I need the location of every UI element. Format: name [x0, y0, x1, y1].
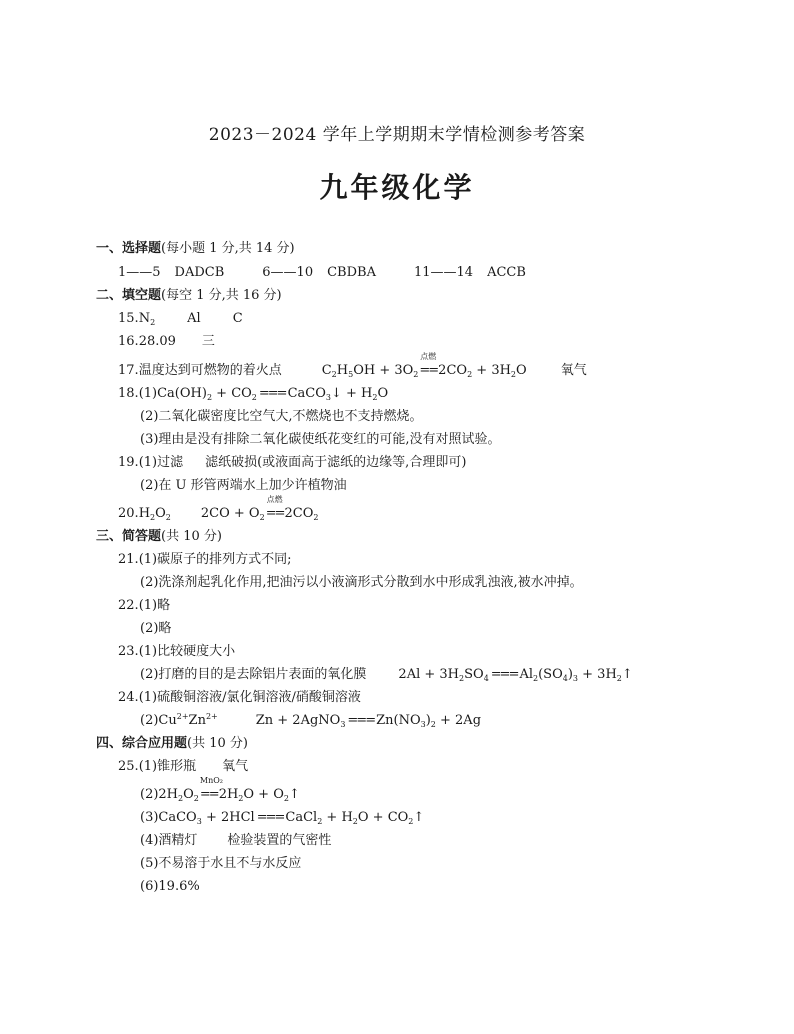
subscript: 2	[206, 393, 213, 402]
section-label: 一、选择题	[96, 241, 162, 256]
reaction-condition	[419, 352, 438, 380]
range-11-14: 11——14	[413, 265, 474, 280]
question-25-part-4	[140, 832, 331, 850]
formula-part: (2)2H	[140, 787, 179, 802]
formula-part: (1)Ca(OH)	[138, 386, 207, 401]
answer-row-choice	[118, 264, 526, 282]
answer-text: Al	[187, 311, 201, 326]
formula-part: O + CO	[357, 810, 409, 825]
formula-part: )	[567, 667, 573, 682]
question-22-part-2: (2)略	[140, 621, 172, 636]
subscript: 2	[331, 370, 337, 379]
section-label: 三、简答题	[96, 529, 162, 544]
section-heading-comprehensive	[96, 735, 248, 753]
question-number: 23.	[118, 644, 139, 659]
answer-text: (1)比较硬度大小	[138, 644, 236, 659]
section-note: (每空 1 分,共 16 分)	[161, 288, 282, 303]
subscript: 2	[408, 817, 414, 826]
answer-text: (1)硫酸铜溶液/氯化铜溶液/硝酸铜溶液	[138, 690, 361, 705]
subscript: 2	[430, 720, 436, 729]
formula-part: O	[183, 787, 194, 802]
subscript: 3	[420, 720, 426, 729]
equals-sign: ===	[490, 667, 518, 682]
question-25-part-5: (5)不易溶于水且不与水反应	[140, 856, 302, 871]
question-18-part-3: (3)理由是没有排除二氧化碳使纸花变红的可能,没有对照试验。	[140, 432, 501, 447]
question-18-part-2: (2)二氧化碳密度比空气大,不燃烧也不支持燃烧。	[140, 409, 423, 424]
question-22	[118, 597, 170, 615]
equals-sign: ===	[347, 713, 375, 728]
question-number: 24.	[118, 690, 139, 705]
answer-text: Zn	[188, 713, 206, 728]
question-18	[118, 385, 388, 403]
superscript: 2+	[205, 712, 218, 721]
subscript: 2	[467, 370, 473, 379]
subscript: 2	[317, 817, 323, 826]
formula-part: SO	[464, 667, 484, 682]
answer-text: 三	[201, 334, 215, 349]
question-25-part-6: (6)19.6%	[140, 879, 200, 894]
subscript: 3	[340, 720, 346, 729]
formula-part: CaCO	[287, 386, 326, 401]
question-20	[118, 495, 319, 523]
condition-label: 点燃	[420, 352, 437, 361]
answer-text: (1)碳原子的排列方式不同;	[138, 552, 292, 567]
subscript: 3	[325, 393, 331, 402]
question-21	[118, 551, 291, 569]
question-16	[118, 333, 215, 351]
subscript: 3	[572, 674, 579, 683]
range-6-10: 6——10	[262, 265, 314, 280]
formula-part: 2Al + 3H	[398, 667, 460, 682]
subscript: 2	[178, 794, 184, 803]
superscript: 2+	[176, 712, 189, 721]
answers-6-10: CBDBA	[327, 265, 376, 280]
formula-part: + 3H	[578, 667, 617, 682]
formula-part: Al	[519, 667, 534, 682]
formula-part: O	[516, 363, 527, 378]
question-19-part-2: (2)在 U 形管两端水上加少许植物油	[140, 478, 347, 493]
formula-part: H	[138, 506, 151, 521]
formula-part: + H	[322, 810, 353, 825]
subscript: 4	[562, 674, 568, 683]
subscript: 4	[483, 674, 489, 683]
question-25	[118, 758, 248, 776]
subscript: 2	[616, 674, 622, 683]
subscript: 2	[259, 513, 265, 522]
subscript: 5	[348, 370, 354, 379]
answers-1-5: DADCB	[174, 265, 225, 280]
question-number: 18.	[118, 386, 139, 401]
subscript: 2	[352, 817, 358, 826]
formula-part: 2CO	[284, 506, 314, 521]
subscript: 2	[533, 674, 539, 683]
subscript: 2	[510, 370, 517, 379]
subscript: 2	[283, 794, 289, 803]
formula-part: O + O	[243, 787, 284, 802]
section-label: 二、填空题	[96, 288, 162, 303]
formula-part: ↑	[413, 810, 425, 825]
question-number: 21.	[118, 552, 139, 567]
answer-text: 氧气	[560, 363, 587, 378]
subject-title: 九年级化学	[319, 171, 475, 204]
question-25-part-2	[140, 776, 300, 804]
question-17	[118, 352, 587, 380]
condition-label: MnO₂	[199, 776, 223, 785]
formula-part: (3)CaCO	[140, 810, 197, 825]
section-heading-choice	[96, 240, 295, 258]
formula-part: O	[377, 386, 389, 401]
formula-part: + 2HCl	[201, 810, 255, 825]
section-label: 四、综合应用题	[96, 736, 188, 751]
question-24	[118, 689, 361, 707]
subscript: 2	[251, 393, 257, 402]
formula-part: + CO	[212, 386, 252, 401]
document-title: 2023－2024 学年上学期期末学情检测参考答案	[208, 125, 586, 145]
formula-part: )	[425, 713, 431, 728]
reaction-condition	[199, 776, 223, 804]
equals-sign: ===	[256, 810, 284, 825]
answer-text: N	[138, 311, 151, 326]
range-1-5: 1——5	[118, 265, 161, 280]
equals-sign: ==	[265, 506, 284, 521]
answer-text: 28.09	[138, 334, 176, 349]
answer-text: C	[232, 311, 243, 326]
section-heading-fill	[96, 287, 282, 305]
answer-text: 滤纸破损(或液面高于滤纸的边缘等,合理即可)	[205, 455, 467, 470]
reaction-condition	[265, 495, 284, 523]
question-number: 15.	[118, 311, 139, 326]
formula-part: ↑	[621, 667, 633, 682]
section-note: (每小题 1 分,共 14 分)	[161, 241, 295, 256]
answer-text: (1)过滤	[138, 455, 184, 470]
question-number: 22.	[118, 598, 139, 613]
section-note: (共 10 分)	[187, 736, 248, 751]
formula-part: (SO	[538, 667, 563, 682]
equals-sign: ==	[419, 363, 438, 378]
subscript: 2	[193, 794, 199, 803]
question-number: 25.	[118, 759, 139, 774]
formula-part: O	[155, 506, 166, 521]
equals-sign: ==	[199, 787, 218, 802]
subscript: 2	[238, 794, 244, 803]
answer-text: (2)Cu	[140, 713, 177, 728]
answer-text: 温度达到可燃物的着火点	[138, 363, 282, 378]
question-15	[118, 310, 243, 328]
formula-part: ↓ + H	[330, 386, 373, 401]
subscript: 2	[313, 513, 319, 522]
subscript: 2	[150, 513, 156, 522]
question-number: 19.	[118, 455, 139, 470]
equals-sign: ===	[258, 386, 286, 401]
answers-11-14: ACCB	[487, 265, 526, 280]
question-number: 16.	[118, 334, 139, 349]
formula-part: H	[336, 363, 349, 378]
formula-part: 2CO + O	[200, 506, 260, 521]
formula-part: OH + 3O	[353, 363, 414, 378]
question-19	[118, 454, 466, 472]
subscript: 2	[372, 393, 378, 402]
question-24-part-2	[140, 712, 481, 730]
question-number: 20.	[118, 506, 139, 521]
question-number: 17.	[118, 363, 139, 378]
condition-label: 点燃	[266, 495, 283, 504]
answer-text: (4)酒精灯	[140, 833, 198, 848]
formula-part: CaCl	[285, 810, 318, 825]
formula-part: + 3H	[472, 363, 511, 378]
subscript: 3	[196, 817, 202, 826]
question-25-part-3	[140, 809, 424, 827]
subscript: 2	[413, 370, 419, 379]
formula-part: C	[321, 363, 332, 378]
question-21-part-2: (2)洗涤剂起乳化作用,把油污以小液滴形式分散到水中形成乳浊液,被水冲掉。	[140, 575, 583, 590]
formula-part: 2CO	[438, 363, 468, 378]
answer-text: (1)略	[138, 598, 171, 613]
question-23-part-2	[140, 666, 633, 684]
formula-part: ↑	[288, 787, 300, 802]
formula-part: Zn + 2AgNO	[255, 713, 341, 728]
subscript: 2	[165, 513, 171, 522]
subscript: 2	[459, 674, 465, 683]
answer-text: (1)锥形瓶	[138, 759, 197, 774]
question-23	[118, 643, 235, 661]
subscript: 2	[150, 318, 156, 327]
answer-text: 氧气	[222, 759, 249, 774]
formula-part: Zn(NO	[376, 713, 421, 728]
formula-part: 2H	[218, 787, 239, 802]
answer-text: (2)打磨的目的是去除铝片表面的氧化膜	[140, 667, 367, 682]
formula-part: + 2Ag	[435, 713, 482, 728]
section-note: (共 10 分)	[161, 529, 222, 544]
section-heading-short-answer	[96, 528, 222, 546]
answer-text: 检验装置的气密性	[227, 833, 332, 848]
